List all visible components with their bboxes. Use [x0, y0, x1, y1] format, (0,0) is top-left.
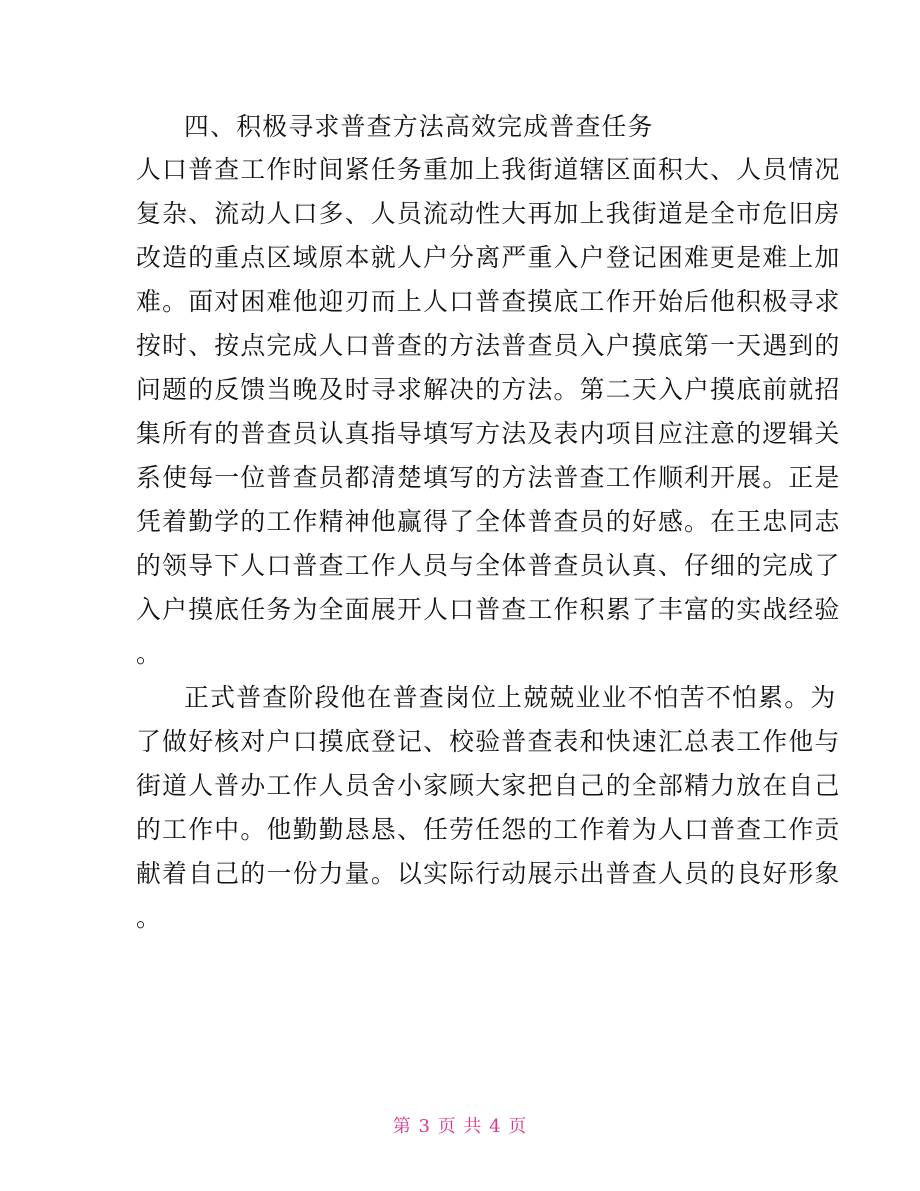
section-heading: 四、积极寻求普查方法高效完成普查任务 [184, 112, 654, 141]
paragraph1-line-6: 问题的反馈当晚及时寻求解决的方法。第二天入户摸底前就招 [136, 375, 841, 404]
page-number-footer: 第 3 页 共 4 页 [392, 1116, 528, 1137]
paragraph2-line-1: 正式普查阶段他在普查岗位上兢兢业业不怕苦不怕累。为 [184, 683, 837, 712]
paragraph1-line-1: 人口普查工作时间紧任务重加上我街道辖区面积大、人员情况 [136, 155, 841, 184]
paragraph1-line-3: 改造的重点区域原本就人户分离严重入户登记困难更是难上加 [136, 243, 841, 272]
paragraph1-line-10: 的领导下人口普查工作人员与全体普查员认真、仔细的完成了 [136, 551, 841, 580]
paragraph2-line-6: 。 [136, 903, 163, 932]
paragraph2-line-2: 了做好核对户口摸底登记、校验普查表和快速汇总表工作他与 [136, 727, 841, 756]
paragraph1-line-11: 入户摸底任务为全面展开人口普查工作积累了丰富的实战经验 [136, 595, 841, 624]
paragraph2-line-5: 献着自己的一份力量。以实际行动展示出普查人员的良好形象 [136, 859, 841, 888]
paragraph1-line-12: 。 [136, 639, 163, 668]
paragraph2-line-3: 街道人普办工作人员舍小家顾大家把自己的全部精力放在自己 [136, 771, 841, 800]
paragraph1-line-5: 按时、按点完成人口普查的方法普查员入户摸底第一天遇到的 [136, 331, 841, 360]
paragraph1-line-7: 集所有的普查员认真指导填写方法及表内项目应注意的逻辑关 [136, 419, 841, 448]
paragraph2-line-4: 的工作中。他勤勤恳恳、任劳任怨的工作着为人口普查工作贡 [136, 815, 841, 844]
paragraph1-line-8: 系使每一位普查员都清楚填写的方法普查工作顺利开展。正是 [136, 463, 841, 492]
paragraph1-line-2: 复杂、流动人口多、人员流动性大再加上我街道是全市危旧房 [136, 199, 841, 228]
paragraph1-line-9: 凭着勤学的工作精神他赢得了全体普查员的好感。在王忠同志 [136, 507, 841, 536]
paragraph1-line-4: 难。面对困难他迎刃而上人口普查摸底工作开始后他积极寻求 [136, 287, 841, 316]
